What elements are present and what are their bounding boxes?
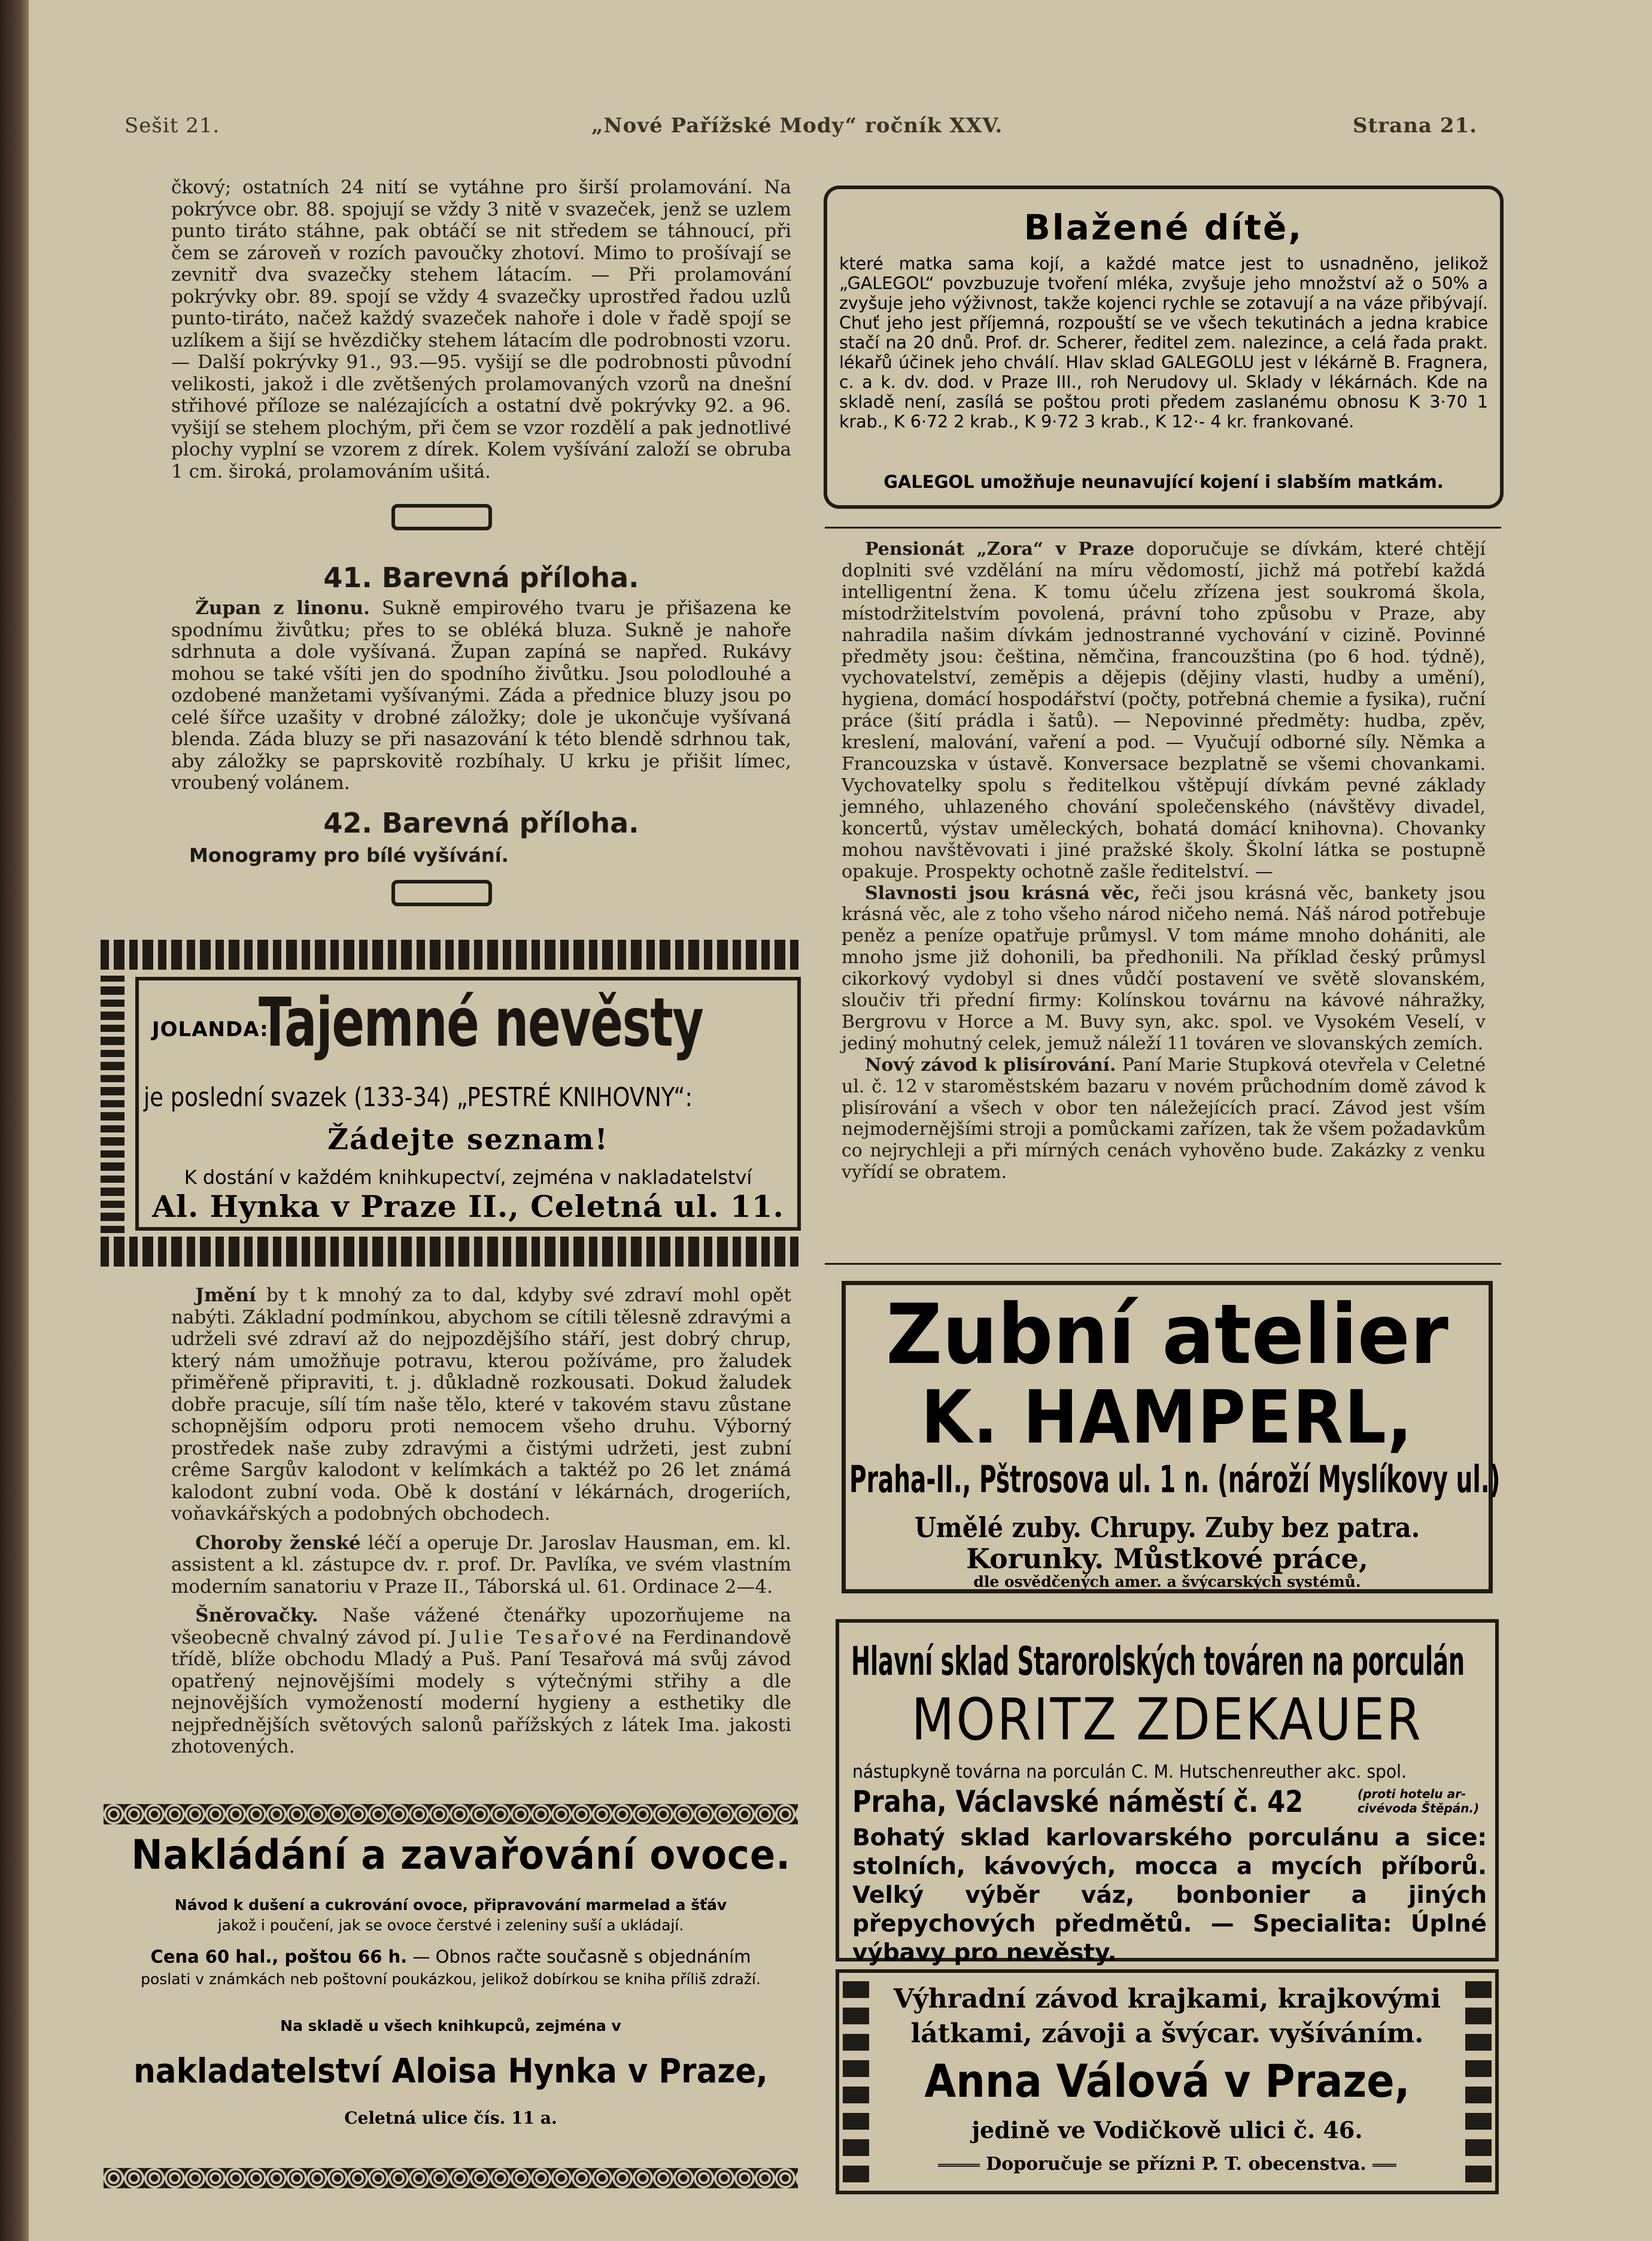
- ornament-rule-right: [1372, 2164, 1396, 2167]
- ornament-diamonds-left: [843, 1976, 869, 2187]
- lead-zupan: Župan z linonu.: [195, 597, 370, 619]
- ad-hamperl-l6: dle osvědčených amer. a švýcarských systémů.: [973, 1573, 1361, 1590]
- ad-tajemne-line3: Žádejte seznam!: [327, 1123, 609, 1156]
- ornament-divider: [391, 504, 492, 530]
- header-page: Strana 21.: [1353, 114, 1477, 138]
- paragraph-plisirovani: Paní Marie Stupková otevřela v Celetné ul. č. 12 v staroměstském bazaru v novém průchodním domě závod k plisírování a všech v obor ten náležejících prací. Závod jest vším nejmodernějšími stroji a pomůckami zařízen, tak že všem požadavkům co nejrychleji a při mírných cenách vyhověno bude. Zakázky z venku vyřídí se obratem.: [842, 1054, 1486, 1183]
- ornament-border-ovoce-top: [104, 1804, 798, 1824]
- rule-right-1: [825, 527, 1501, 529]
- ad-galegol-text: které matka sama kojí, a každé matce jest to usnadněno, jelikož „GALEGOL“ povzbuzuje tvoření mléka, zvyšuje jeho množství až o 50% a zvyšuje jeho výživnost, takže kojenci rychle se zotavují a na váze přibývají. Chuť jeho jest příjemná, rozpouští se ve všech tekutinách a jedna krabice stačí na 20 dnů. Prof. dr. Scherer, ředitel zem. nalezince, a celá řada prakt. lékařů účinek jeho chválí. Hlav sklad GALEGOLU jest v lékárně B. Fragnera, c. a k. dv. dod. v Praze III., roh Nerudovy ul. Sklady v lékárnách. Kde na skladě není, zasílá se poštou proti předem zaslanému obnosu K 3·70 1 krab., K 6·72 2 krab., K 9·72 3 krab., K 12·- 4 kr. frankované.: [839, 254, 1488, 432]
- ad-ovoce-l3: [104, 1947, 798, 1967]
- ad-zdekauer: [836, 1619, 1499, 1966]
- page: [29, 0, 1652, 2241]
- ad-zdekauer-l4: Praha, Václavské náměstí č. 42: [852, 1784, 1304, 1819]
- binding-edge: [0, 0, 29, 2241]
- ad-ovoce-l6: nakladatelství Aloisa Hynka v Praze,: [133, 2052, 768, 2091]
- ornament-border-left: [101, 976, 124, 1233]
- ad-hamperl-l2: K. HAMPERL,: [921, 1375, 1414, 1460]
- header-issue: Sešit 21.: [124, 114, 220, 138]
- lead-zora: Pensionát „Zora“ v Praze: [865, 539, 1135, 560]
- ornament-border-bottom: [101, 1237, 801, 1267]
- lead-choroby: Choroby ženské: [195, 1532, 361, 1554]
- ad-zdekauer-note2: civévoda Štěpán.): [1358, 1801, 1480, 1815]
- ad-hamperl-l5: Korunky. Můstkové práce,: [966, 1542, 1368, 1575]
- ad-zdekauer-l5: Bohatý sklad karlovarského porculánu a sice: stolních, kávových, mocca a mycích příborů. Velký výběr váz, bonbonier a jiných přepychových předmětů. — Specialita: Úplné výbavy pro nevěsty.: [852, 1824, 1487, 1966]
- paragraph-snerovacky-a: Naše vážené čtenářky upozorňujeme na všeobecně chvalný závod pí.: [171, 1605, 791, 1648]
- ornament-border-ovoce-bottom: [104, 2168, 798, 2188]
- heading-42: 42. Barevná příloha.: [323, 807, 639, 839]
- ornament-diamonds-right: [1465, 1976, 1492, 2187]
- ad-ovoce-l3b: — Obnos račte současně s objednáním: [407, 1947, 751, 1967]
- paragraph-41: Sukně empirového tvaru je přišazena ke spodnímu živůtku; přes to se obléká bluza. Sukně je nahoře sdrhnuta a dole vyšívaná. Župan zapíná se napřed. Rukávy mohou se také všíti jen do spodního živůtku. Jsou polodlouhé a ozdobené manžetami vyšívanými. Záda a přednice bluzy jsou po celé šířce uzašity v drobné záložky; dole je ukončuje vyšívaná blenda. Záda bluzy se při nasazování k této blendě sdrhnou tak, aby záložky se paprskovitě rozbíhaly. U krku je přišit límec, vroubený volánem.: [171, 597, 792, 794]
- ad-tajemne-title: Tajemné nevěsty: [259, 984, 703, 1062]
- heading-41: 41. Barevná příloha.: [323, 561, 639, 594]
- ad-hamperl: [842, 1281, 1501, 1593]
- header-title: „Nové Pařížské Mody“ ročník XXV.: [591, 114, 1003, 138]
- lead-plisirovani: Nový závod k plisírování.: [865, 1054, 1116, 1076]
- ad-ovoce-price: Cena 60 hal., poštou 66 h.: [150, 1947, 408, 1967]
- lead-snerovacky: Šněrovačky.: [195, 1605, 318, 1626]
- ad-ovoce-l4: poslati v známkách neb poštovní poukázkou, jelikož dobírkou se kniha příliš zdraží.: [141, 1970, 761, 1988]
- ad-zdekauer-note: [1358, 1787, 1479, 1815]
- paragraph-embroidery: čkový; ostatních 24 nití se vytáhne pro širší prolamování. Na pokrývce obr. 88. spojují se vždy 3 nitě v svazeček, jenž se uzlem punto tiráto stáhne, pak obtáčí se nit středem se táhnoucí, při čem se zároveň v rozích pavoučky zhotoví. Mimo to prošívají se zevnitř dva svazečky stehem látacím. — Při prolamování pokrývky obr. 89. spojí se vždy 4 svazečky uprostřed řadou uzlů punto-tiráto, načež každý svazeček nahoře i dole v řadě spojí se uzlíkem a šijí se hvězdičky stehem látacím dle podrobnosti vzoru. — Další pokrývky 91., 93.—95. vyšijí se dle podrobnosti původní velikosti, jakož i dle zvětšených prolamovaných vzorů na dnešní střihové příloze se nalézajících a ostatní dvě pokrývky 92. a 96. vyšijí se stehem plochým, při čem se vzor rozdělí a pak jednotlivé plochy vyplní se vzorem z dírek. Kolem vyšívání založí se obruba 1 cm. široká, prolamováním ušitá.: [171, 177, 791, 482]
- lead-slavnosti: Slavnosti jsou krásná věc,: [865, 882, 1141, 904]
- ad-tajemne-line5: Al. Hynka v Praze II., Celetná ul. 11.: [152, 1189, 784, 1224]
- ad-tajemne-nevesty: [135, 977, 801, 1231]
- ad-valova: [836, 1969, 1499, 2194]
- heading-42-sub: Monogramy pro bílé vyšívání.: [189, 844, 509, 867]
- paragraph-choroby: léčí a operuje Dr. Jaroslav Hausman, em. kl. assistent a kl. zástupce dv. r. prof. Dr. Pavlíka, ve svém vlastním moderním sanatoriu v Praze II., Táborská ul. 61. Ordinace 2—4.: [171, 1532, 791, 1598]
- ad-ovoce-l7: Celetná ulice čís. 11 a.: [344, 2108, 557, 2128]
- ad-zdekauer-l2: MORITZ ZDEKAUER: [911, 1686, 1423, 1753]
- ad-tajemne-line4: K dostání v každém knihkupectví, zejména v nakladatelství: [184, 1166, 752, 1189]
- ad-valova-l4: jedině ve Vodičkově ulici č. 46.: [971, 2116, 1363, 2143]
- ad-valova-l5-text: Doporučuje se přízni P. T. obecenstva.: [986, 2154, 1366, 2175]
- ad-valova-l2: látkami, závoji a švýcar. vyšíváním.: [910, 2018, 1424, 2049]
- ad-zdekauer-l1: Hlavní sklad Starorolských továren na porculán: [851, 1638, 1465, 1684]
- left-column-notices: [171, 1285, 791, 1758]
- ad-zdekauer-l3: nástupkyně továrna na porculán C. M. Hutschenreuther akc. spol.: [852, 1762, 1407, 1783]
- section-41-text: [171, 597, 791, 794]
- ad-galegol: [824, 186, 1504, 509]
- ad-galegol-title: Blažené dítě,: [1024, 207, 1304, 248]
- ornament-border-top: [101, 940, 801, 970]
- lead-jmeni: Jmění: [195, 1285, 256, 1306]
- ad-tajemne-line2: je poslední svazek (133-34) „PESTRÉ KNIHOVNY“:: [144, 1082, 693, 1113]
- ornament-divider-2: [391, 880, 492, 906]
- ad-valova-l5: [875, 2154, 1459, 2175]
- ad-ovoce: [104, 1832, 798, 2164]
- right-column-notices: [842, 539, 1486, 1183]
- left-column-text: [171, 177, 791, 482]
- ad-ovoce-l2: jakož i poučení, jak se ovoce čerstvé i zeleniny suší a ukládají.: [217, 1917, 684, 1934]
- name-tesarova: Julie Tesařové: [449, 1626, 625, 1648]
- paragraph-snerovacky-b: na Ferdinandově třídě, blíže obchodu Mladý a Puš. Paní Tesařová má svůj závod opatřený nejnovějšími modely s výtečnými střihy a dle nejnovějších vymožeností moderní hygieny a esthetiky dle nejpřednějších světových salonů pařížských z látek Ima. jakosti zhotovených.: [171, 1626, 791, 1757]
- ad-hamperl-l1: Zubní atelier: [886, 1286, 1448, 1383]
- ad-valova-l3: Anna Válová v Praze,: [924, 2054, 1410, 2108]
- ad-tajemne-prefix: JOLANDA:: [152, 1018, 269, 1041]
- paragraph-zora: doporučuje se dívkám, které chtějí doplniti své vzdělání na míru vědomostí, jichž má potřebí každá intelligentní žena. K tomu účelu zřízena jest soukromá škola, místodržitelstvím povolená, právní toho způsobu v Praze, aby nahradila našim dívkám jednostranné vychování v cizině. Povinné předměty jsou: čeština, němčina, francouzština (po 6 hod. týdně), vychovatelství, zeměpis a dějepis (dějiny vlasti, hudby a umění), hygiena, domácí hospodářství (počty, potřebná chemie a fysika), ruční práce (šití prádla i šatů). — Nepovinné předměty: hudba, zpěv, kreslení, malování, vaření a pod. — Vyučují odborné síly. Němka a Francouzska v ústavě. Konversace bezplatně se všemi chovankami. Vychovatelky spolu s ředitelkou vštěpují dívkám pevné základy jemného, uhlazeného chování společenského (návštěvy divadel, koncertů, výstav uměleckých, bohatá domácí knihovna). Chovanky mohou navštěvovati i jiné pražské školy. Školní látka se postupně opakuje. Prospekty ochotně zašle ředitelství. —: [842, 539, 1486, 882]
- ad-hamperl-l4: Umělé zuby. Chrupy. Zuby bez patra.: [914, 1511, 1420, 1544]
- ad-ovoce-l1: Návod k dušení a cukrování ovoce, připravování marmelad a šťáv: [174, 1896, 727, 1914]
- ad-galegol-last: GALEGOL umožňuje neunavující kojení i slabším matkám.: [883, 472, 1444, 492]
- ad-ovoce-l5: Na skladě u všech knihkupců, zejména v: [280, 2017, 621, 2034]
- ad-ovoce-title: Nakládání a zavařování ovoce.: [131, 1832, 791, 1879]
- rule-right-2: [825, 1263, 1501, 1265]
- ad-valova-l1: Výhradní závod krajkami, krajkovými: [893, 1984, 1441, 2014]
- paragraph-jmeni: by t k mnohý za to dal, kdyby své zdraví mohl opět nabýti. Základní podmínkou, abychom se cítili tělesně zdravými a udrželi své zdraví až do nejpozdějšího stáří, jest dobrý chrup, který nám umožňuje potravu, kterou požíváme, pro žaludek přiměřeně připraviti, t. j. důkladně rozkousati. Dokud žaludek dobře pracuje, sílí tím naše tělo, které v takovém stavu zůstane schopnějším odporu proti nemocem všeho druhu. Výborný prostředek naše zuby zdravými a čistými udržeti, jest zubní crême Sargův kalodont v kelímkách a taktéž po 26 let známá kalodont zubní voda. Obě k dostání v lékárnách, drogeriích, voňavkářských a podobných obchodech.: [171, 1285, 791, 1525]
- ornament-rule-left: [938, 2164, 980, 2167]
- paragraph-slavnosti: řeči jsou krásná věc, bankety jsou krásná věc, ale z toho všeho národ ničeho nemá. Náš národ potřebuje peněz a peníze opatřuje průmysl. V tom máme mnoho dohániti, ale mnoho jsme již dohonili, ba předhonili. Na příklad český průmysl cikorkový vydobyl si dnes vůdčí postavení ve světě slovanském, sloučiv tři přední firmy: Kolínskou továrnu na kávové náhražky, Bergrovu v Horce a M. Buvy syn, akc. spol. ve Vysokém Veselí, v jediný mohutný celek, jemuž náleží 11 továren ve slovanských zemích.: [842, 882, 1486, 1054]
- ad-zdekauer-note1: (proti hotelu ar-: [1358, 1787, 1466, 1801]
- ad-hamperl-l3: Praha-II., Pštrosova ul. 1 n. (nároží Myslíkovy ul.): [849, 1457, 1501, 1501]
